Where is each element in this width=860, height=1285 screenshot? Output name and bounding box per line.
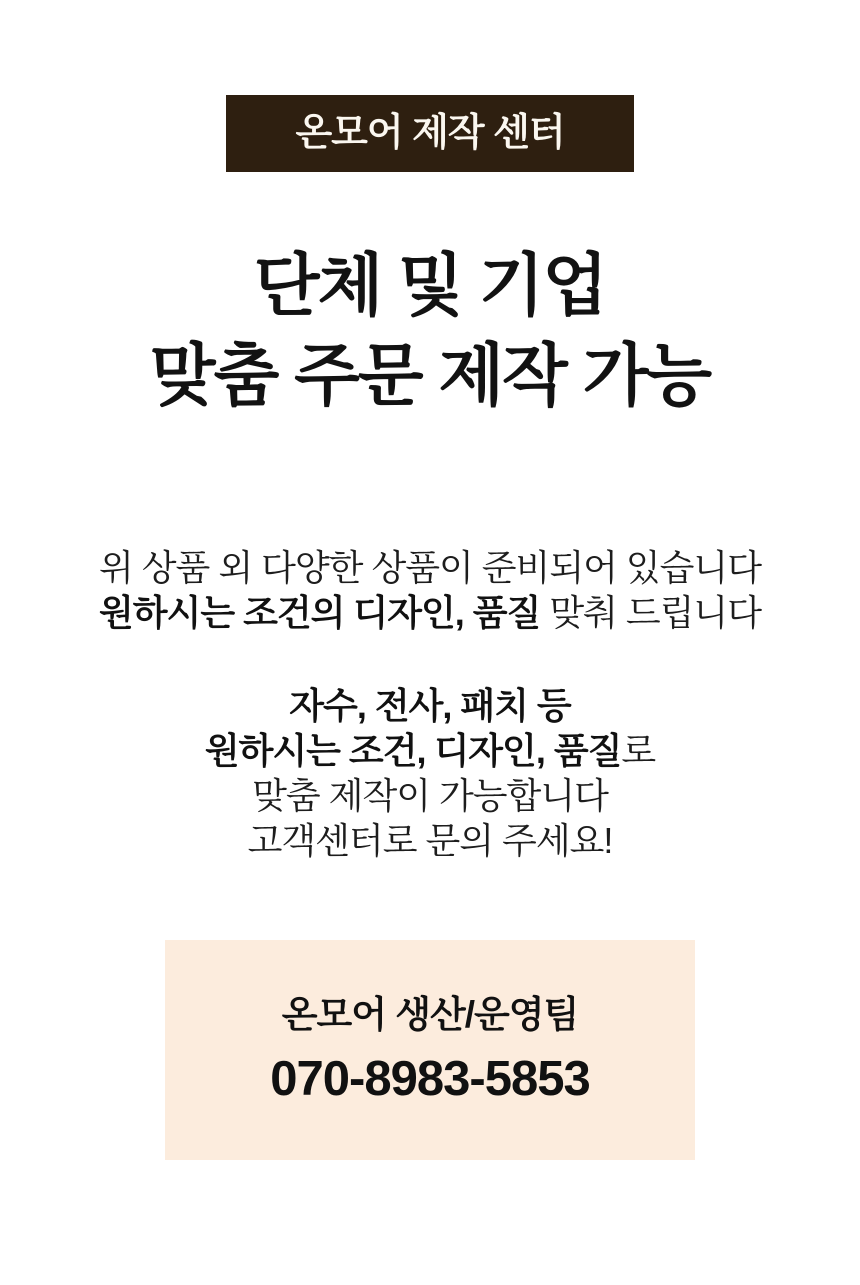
headline-line-2: 맞춤 주문 제작 가능 [149, 338, 711, 414]
intro-line-2-regular: 맞춰 드립니다 [540, 592, 761, 633]
details-line-1: 자수, 전사, 패치 등 [289, 685, 571, 726]
headline-line-1: 단체 및 기업 [253, 248, 607, 324]
intro-line-1: 위 상품 외 다양한 상품이 준비되어 있습니다 [99, 547, 761, 588]
details-line-3: 맞춤 제작이 가능합니다 [252, 775, 608, 816]
contact-card [165, 940, 695, 1160]
details-text [0, 683, 860, 863]
details-line-2-bold: 원하시는 조건, 디자인, 품질 [204, 730, 622, 771]
contact-team-name: 온모어 생산/운영팀 [281, 994, 579, 1035]
intro-line-2 [0, 590, 860, 635]
details-line-2 [0, 728, 860, 773]
details-line-2-regular: 로 [621, 730, 656, 771]
intro-line-2-bold: 원하시는 조건의 디자인, 품질 [99, 592, 541, 633]
headline [0, 241, 860, 421]
details-line-4: 고객센터로 문의 주세요! [247, 820, 613, 861]
contact-phone-number: 070-8983-5853 [270, 1052, 590, 1106]
intro-text [0, 545, 860, 635]
production-center-badge: 온모어 제작 센터 [226, 95, 634, 172]
